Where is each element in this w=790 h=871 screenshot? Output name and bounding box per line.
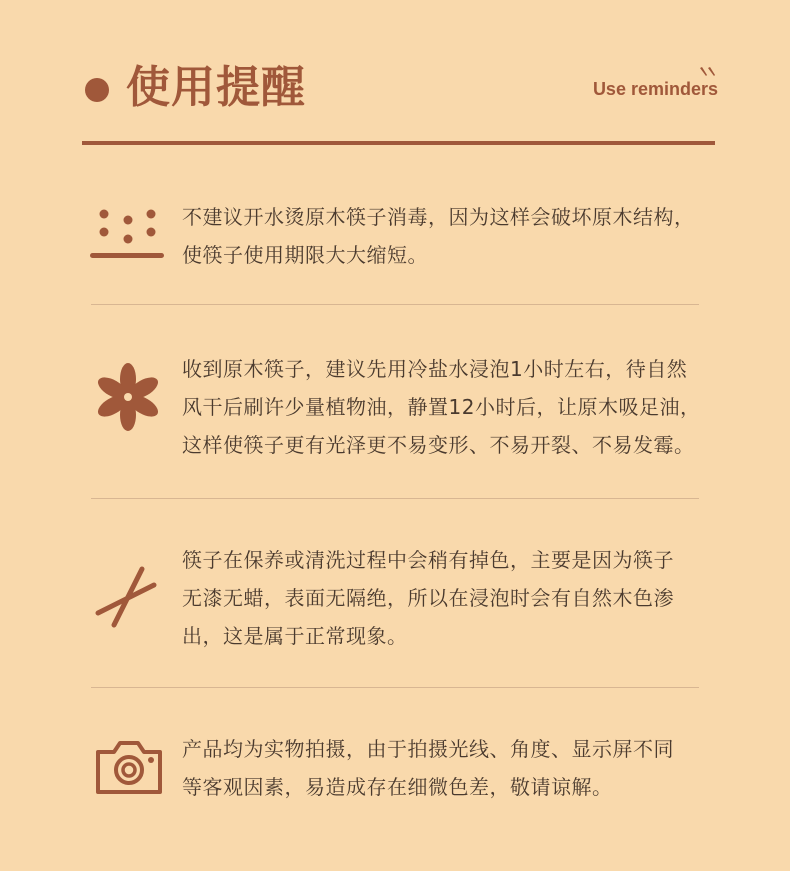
chopsticks-icon <box>94 563 160 629</box>
reminder-line: 风干后刷许少量植物油，静置12小时后，让原木吸足油， <box>182 395 701 419</box>
reminder-text <box>182 198 722 274</box>
bullet-dot-icon <box>85 78 109 102</box>
reminder-text <box>182 350 722 464</box>
flower-icon <box>92 361 164 433</box>
reminder-line: 等客观因素，易造成存在细微色差，敬请谅解。 <box>182 775 613 799</box>
page-subtitle: Use reminders <box>592 79 718 99</box>
divider <box>91 687 699 688</box>
reminder-line: 产品均为实物拍摄，由于拍摄光线、角度、显示屏不同 <box>182 737 674 761</box>
reminder-line: 无漆无蜡，表面无隔绝，所以在浸泡时会有自然木色渗 <box>182 586 674 610</box>
divider <box>91 498 699 499</box>
reminder-line: 筷子在保养或清洗过程中会稍有掉色，主要是因为筷子 <box>182 548 674 572</box>
reminder-text <box>182 541 722 655</box>
reminder-line: 收到原木筷子，建议先用冷盐水浸泡1小时左右，待自然 <box>182 357 688 381</box>
camera-icon <box>94 738 164 796</box>
header-rule <box>82 141 715 145</box>
steam-icon <box>90 206 164 262</box>
reminder-line: 使筷子使用期限大大缩短。 <box>182 243 428 267</box>
reminder-line: 这样使筷子更有光泽更不易变形、不易开裂、不易发霉。 <box>182 433 695 457</box>
divider <box>91 304 699 305</box>
reminder-line: 不建议开水烫原木筷子消毒，因为这样会破坏原木结构， <box>182 205 695 229</box>
page-title: 使用提醒 <box>126 62 306 113</box>
reminder-text <box>182 730 722 806</box>
quote-mark-icon <box>698 66 718 78</box>
reminder-line: 出，这是属于正常现象。 <box>182 624 408 648</box>
header <box>0 0 790 150</box>
